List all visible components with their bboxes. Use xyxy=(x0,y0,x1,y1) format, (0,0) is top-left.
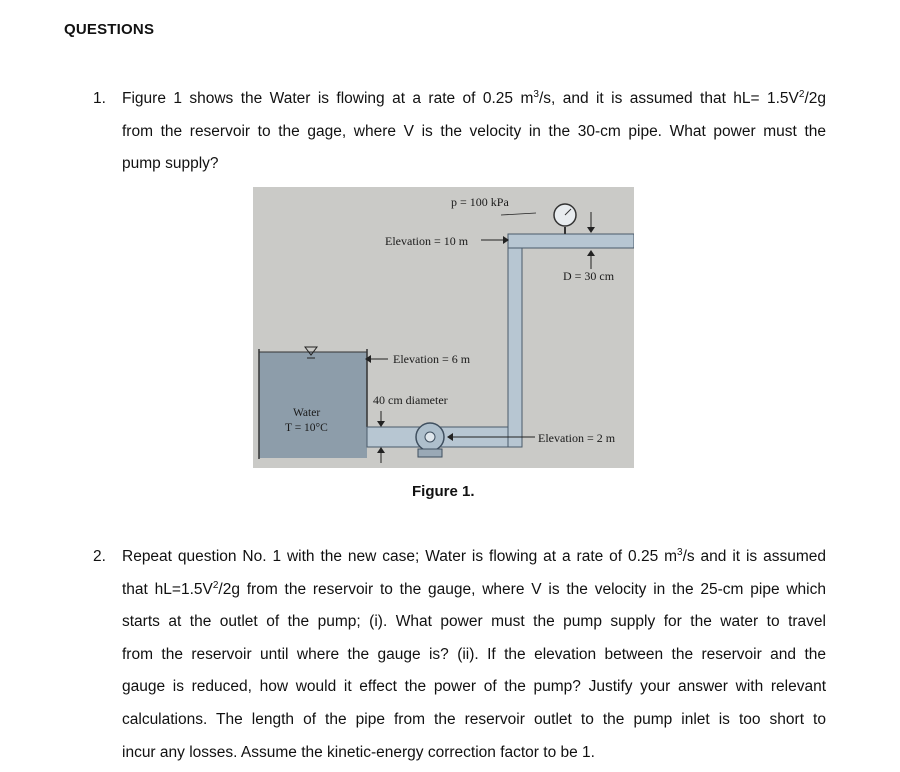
q1-line-3: pump supply? xyxy=(122,155,219,173)
figure-1-diagram xyxy=(253,187,634,468)
reservoir-water xyxy=(259,352,367,458)
pipe-diameter-label: 40 cm diameter xyxy=(373,393,448,407)
elevation-10-label: Elevation = 10 m xyxy=(385,234,469,248)
q2-line-3: starts at the outlet of the pump; (i). What power must the pump supply for the water to travel xyxy=(122,613,826,631)
q2-line-5: gauge is reduced, how would it effect the power of the pump? Justify your answer with relevant xyxy=(122,678,826,696)
q2-line-4: from the reservoir until where the gauge is? (ii). If the elevation between the reservoir and the xyxy=(122,645,826,663)
question-2-text xyxy=(122,541,826,769)
temperature-label: T = 10°C xyxy=(285,422,328,434)
pump-base xyxy=(418,449,442,457)
question-1-text xyxy=(122,83,826,181)
q2-line-7: incur any losses. Assume the kinetic-energy correction factor to be 1. xyxy=(122,743,595,761)
q2-line-6: calculations. The length of the pipe from the reservoir outlet to the pump inlet is too short to xyxy=(122,710,826,728)
question-1-number: 1. xyxy=(93,90,106,107)
figure-caption: Figure 1. xyxy=(412,483,475,500)
q2-line-1: Repeat question No. 1 with the new case; Water is flowing at a rate of 0.25 $m^3/s$ and it is assumed xyxy=(122,547,826,565)
q2-line-2: that $hL=1.5V^2/2g$ from the reservoir to the gauge, where V is the velocity in the 25-cm pipe which xyxy=(122,579,826,598)
question-2-number: 2. xyxy=(93,548,106,565)
elevation-6-label: Elevation = 6 m xyxy=(393,352,471,366)
q1-line-2: from the reservoir to the gage, where V is the velocity in the 30-cm pipe. What power must the xyxy=(122,122,826,140)
diameter-30-label: D = 30 cm xyxy=(563,269,615,283)
pressure-label: p = 100 kPa xyxy=(451,195,509,209)
q1-line-1: Figure 1 shows the Water is flowing at a rate of 0.25 $m^3/s$, and it is assumed that $hL= 1.5V^2/2g$ xyxy=(122,89,826,107)
elevation-2-label: Elevation = 2 m xyxy=(538,431,616,445)
water-label: Water xyxy=(293,407,321,419)
outlet-pipe xyxy=(508,234,634,248)
riser-pipe xyxy=(508,242,522,447)
page-heading: QUESTIONS xyxy=(64,21,155,38)
